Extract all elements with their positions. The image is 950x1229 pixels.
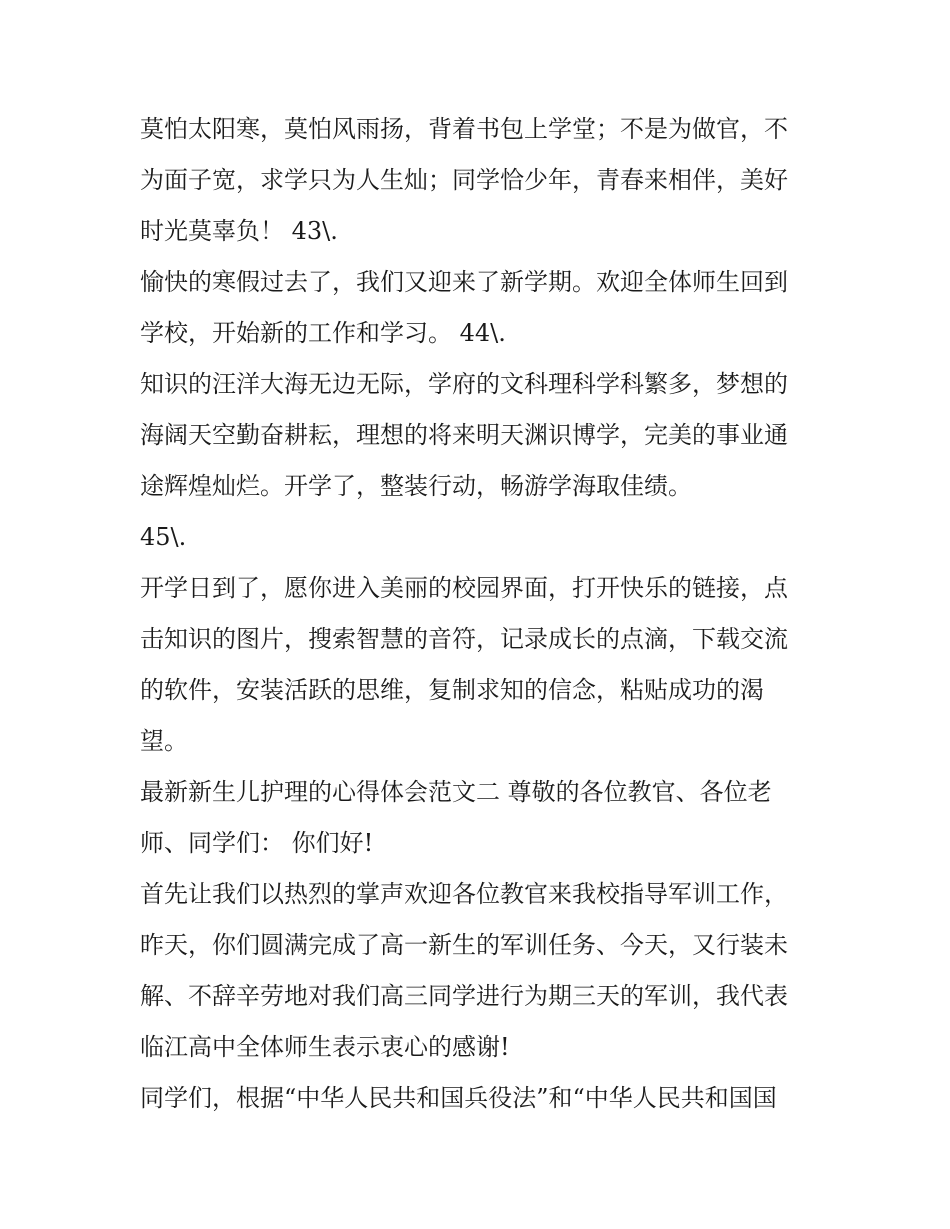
text-line: 愉快的寒假过去了，我们又迎来了新学期。欢迎全体师生回到 [140, 268, 788, 296]
text-line: 同学们，根据“中华人民共和国兵役法”和“中华人民共和国国 [140, 1084, 777, 1112]
text-line: 昨天，你们圆满完成了高一新生的军训任务、今天，又行装未 [140, 931, 788, 959]
text-line: 学校，开始新的工作和学习。 44\. [140, 319, 506, 347]
text-line: 为面子宽，求学只为人生灿；同学恰少年，青春来相伴，美好 [140, 166, 788, 194]
text-line: 知识的汪洋大海无边无际，学府的文科理科学科繁多，梦想的 [140, 370, 788, 398]
text-line: 最新新生儿护理的心得体会范文二 尊敬的各位教官、各位老 [140, 778, 772, 806]
text-line: 莫怕太阳寒，莫怕风雨扬，背着书包上学堂；不是为做官，不 [140, 115, 788, 143]
text-line: 望。 [140, 727, 188, 755]
text-line: 的软件，安装活跃的思维，复制求知的信念，粘贴成功的渴 [140, 676, 764, 704]
text-line: 时光莫辜负！ 43\. [140, 217, 338, 245]
text-line: 首先让我们以热烈的掌声欢迎各位教官来我校指导军训工作， [140, 880, 788, 908]
text-line: 临江高中全体师生表示衷心的感谢! [140, 1033, 510, 1061]
text-line: 击知识的图片，搜索智慧的音符，记录成长的点滴，下载交流 [140, 625, 788, 653]
text-line: 海阔天空勤奋耕耘，理想的将来明天渊识博学，完美的事业通 [140, 421, 788, 449]
text-line: 45\. [140, 523, 187, 551]
body-text [140, 104, 830, 1124]
text-line: 途辉煌灿烂。开学了，整装行动，畅游学海取佳绩。 [140, 472, 692, 500]
text-line: 解、不辞辛劳地对我们高三同学进行为期三天的军训，我代表 [140, 982, 788, 1010]
text-line: 师、同学们： 你们好! [140, 829, 374, 857]
text-line: 开学日到了，愿你进入美丽的校园界面，打开快乐的链接，点 [140, 574, 788, 602]
